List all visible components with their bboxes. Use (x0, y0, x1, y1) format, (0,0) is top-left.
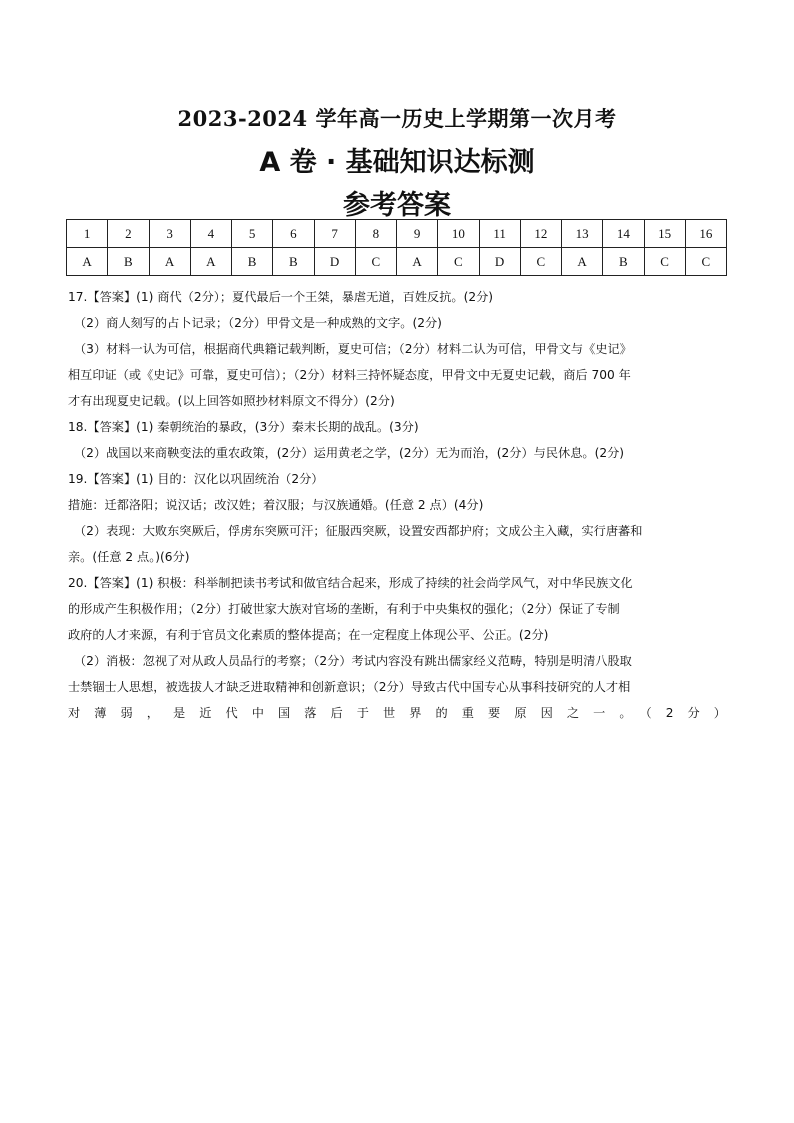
answer-cell: D (314, 248, 355, 276)
question-number: 7 (314, 220, 355, 248)
answer-cell: C (520, 248, 561, 276)
reference-answer-heading: 参考答案 (343, 190, 451, 221)
q17-answer-line: （2）商人刻写的占卜记录；（2分）甲骨文是一种成熟的文字。(2分) (74, 316, 442, 330)
answer-cell: C (644, 248, 685, 276)
question-number: 4 (190, 220, 231, 248)
question-number: 13 (562, 220, 603, 248)
q20-answer-line: 政府的人才来源，有利于官员文化素质的整体提高；在一定程度上体现公平、公正。(2分) (68, 628, 549, 642)
question-number: 15 (644, 220, 685, 248)
q17-answer-line: 才有出现夏史记载。(以上回答如照抄材料原文不得分）(2分) (68, 394, 395, 408)
answer-cell: B (273, 248, 314, 276)
q20-answer-line: 20.【答案】(1) 积极：科举制把读书考试和做官结合起来，形成了持续的社会尚学风气，对中华民族文化 (68, 576, 633, 590)
question-number: 1 (67, 220, 108, 248)
answer-cell: B (232, 248, 273, 276)
q17-answer-line: 相互印证（或《史记》可靠，夏史可信）；（2分）材料三持怀疑态度，甲骨文中无夏史记载，商后 700 年 (68, 368, 631, 382)
answer-row (67, 248, 727, 276)
question-number: 8 (355, 220, 396, 248)
question-number-row (67, 220, 727, 248)
question-number: 3 (149, 220, 190, 248)
question-number: 9 (397, 220, 438, 248)
exam-title: 2023-2024 学年高一历史上学期第一次月考 (177, 106, 617, 131)
q20-answer-line: 的形成产生积极作用；（2分）打破世家大族对官场的垄断，有利于中央集权的强化；（2分）保证了专制 (68, 602, 620, 616)
answer-cell: A (149, 248, 190, 276)
question-number: 2 (108, 220, 149, 248)
choice-answer-table (66, 219, 727, 276)
q20-answer-line: 对薄弱，是近代中国落后于世界的重要原因之一。（2分） (68, 706, 726, 720)
question-number: 12 (520, 220, 561, 248)
q18-answer-line: 18.【答案】(1) 秦朝统治的暴政，(3分）秦末长期的战乱。(3分) (68, 420, 419, 434)
question-number: 6 (273, 220, 314, 248)
answer-cell: C (355, 248, 396, 276)
q19-answer-line: 亲。(任意 2 点。)(6分) (68, 550, 190, 564)
answer-cell: C (685, 248, 726, 276)
question-number: 11 (479, 220, 520, 248)
q17-answer-line: 17.【答案】(1) 商代（2分）；夏代最后一个王桀，暴虐无道，百姓反抗。(2分) (68, 290, 494, 304)
answer-cell: A (190, 248, 231, 276)
answer-cell: C (438, 248, 479, 276)
question-number: 10 (438, 220, 479, 248)
question-number: 14 (603, 220, 644, 248)
answer-cell: B (603, 248, 644, 276)
answer-cell: A (562, 248, 603, 276)
answer-explanations (68, 284, 726, 726)
q20-answer-line: 士禁锢士人思想，被选拔人才缺乏进取精神和创新意识；（2分）导致古代中国专心从事科技研究的人才相 (68, 680, 631, 694)
q20-answer-line: （2）消极：忽视了对从政人员品行的考察；（2分）考试内容没有跳出儒家经义范畴，特别是明清八股取 (74, 654, 632, 668)
q19-answer-line: （2）表现：大败东突厥后，俘虏东突厥可汗；征服西突厥，设置安西都护府；文成公主入藏，实行唐蕃和 (74, 524, 643, 538)
answer-cell: B (108, 248, 149, 276)
question-number: 16 (685, 220, 726, 248)
q17-answer-line: （3）材料一认为可信，根据商代典籍记载判断，夏史可信；（2分）材料二认为可信，甲骨文与《史记》 (74, 342, 632, 356)
q19-answer-line: 19.【答案】(1) 目的：汉化以巩固统治（2分） (68, 472, 324, 486)
question-number: 5 (232, 220, 273, 248)
answer-cell: A (397, 248, 438, 276)
q19-answer-line: 措施：迁都洛阳；说汉话；改汉姓；着汉服；与汉族通婚。(任意 2 点）(4分) (68, 498, 484, 512)
answer-cell: A (67, 248, 108, 276)
answer-cell: D (479, 248, 520, 276)
paper-subtitle: A 卷 · 基础知识达标测 (259, 147, 535, 178)
q18-answer-line: （2）战国以来商鞅变法的重农政策，(2分）运用黄老之学，(2分）无为而治，(2分）与民休息。(2分) (74, 446, 625, 460)
